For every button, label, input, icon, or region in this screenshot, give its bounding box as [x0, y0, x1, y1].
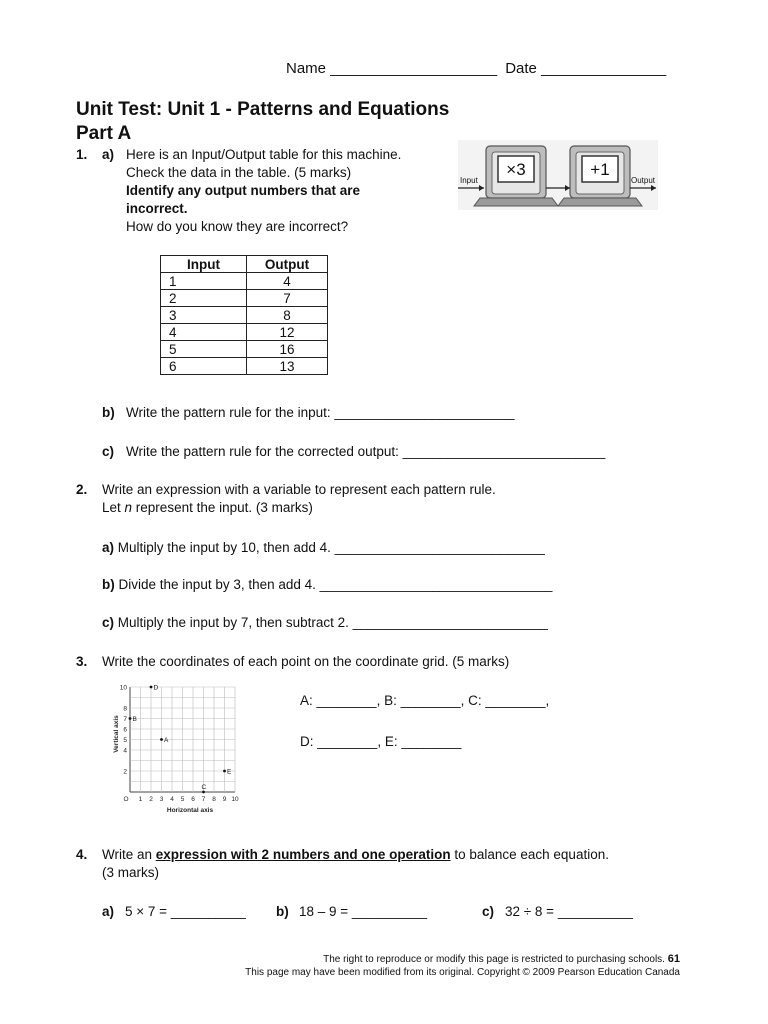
name-blank[interactable]: ____________________ [330, 60, 498, 77]
grid-point-label: B [132, 715, 137, 723]
q2c-row[interactable] [102, 615, 548, 630]
grid-points [129, 684, 232, 793]
x-tick-label: 7 [201, 796, 206, 803]
table-cell-output: 13 [247, 358, 328, 375]
q1a-bold2: incorrect. [126, 201, 188, 216]
table-cell-input: 2 [161, 290, 247, 307]
grid-lines [130, 687, 235, 792]
q1a-line1: Here is an Input/Output table for this machine. [126, 147, 402, 162]
q3-number: 3. [76, 654, 88, 669]
q2a-label: a) [102, 540, 115, 555]
q2c-text[interactable]: Multiply the input by 7, then subtract 2. __________________________ [117, 615, 548, 630]
grid-tick-labels [120, 684, 239, 803]
q4a-label: a) [102, 904, 115, 919]
table-row [161, 341, 328, 358]
grid-point-b [129, 717, 132, 720]
x-tick-label: 4 [170, 796, 174, 803]
machine-output-label: Output [631, 176, 656, 185]
q4-line1 [102, 847, 609, 862]
table-row [161, 324, 328, 341]
q3-answer-line1[interactable]: A: ________, B: ________, C: ________, [300, 693, 550, 708]
y-tick-label: 7 [123, 715, 127, 723]
input-output-table [160, 255, 328, 375]
machine-input-label: Input [460, 176, 478, 185]
table-cell-output: 7 [247, 290, 328, 307]
q2-line1: Write an expression with a variable to represent each pattern rule. [102, 482, 496, 497]
q4b-text[interactable]: 18 – 9 = __________ [299, 904, 427, 919]
q4-number: 4. [76, 847, 88, 862]
page-title: Unit Test: Unit 1 - Patterns and Equations [76, 99, 450, 120]
q2-number: 2. [76, 482, 88, 497]
q1c-text[interactable]: Write the pattern rule for the corrected output: ___________________________ [126, 444, 606, 459]
q1a-line3: How do you know they are incorrect? [126, 219, 349, 234]
name-label: Name [286, 60, 327, 77]
date-blank[interactable]: _______________ [541, 60, 667, 77]
q2a-row[interactable] [102, 540, 545, 555]
q2-line2 [102, 500, 313, 515]
y-tick-label: 6 [123, 726, 127, 734]
table-header-input: Input [161, 256, 247, 273]
q2a-text[interactable]: Multiply the input by 10, then add 4. ____________________________ [117, 540, 545, 555]
q4a-text[interactable]: 5 × 7 = __________ [125, 904, 246, 919]
table-cell-output: 12 [247, 324, 328, 341]
y-tick-label: 2 [123, 768, 127, 776]
table-cell-input: 6 [161, 358, 247, 375]
function-machine-illustration [458, 140, 658, 210]
origin-label: O [123, 796, 129, 803]
grid-point-label: A [164, 736, 169, 744]
table-cell-input: 5 [161, 341, 247, 358]
grid-point-a [160, 738, 163, 741]
date-label: Date [505, 60, 537, 77]
part-title: Part A [76, 123, 132, 144]
q3-answer-line2[interactable]: D: ________, E: ________ [300, 734, 462, 749]
table-row [161, 273, 328, 290]
grid-point-label: D [153, 684, 159, 692]
q4b-label: b) [276, 904, 289, 919]
x-tick-label: 1 [138, 796, 143, 803]
q4c-label: c) [482, 904, 495, 919]
q2b-text[interactable]: Divide the input by 3, then add 4. _______________________________ [118, 577, 553, 592]
x-tick-label: 3 [159, 796, 164, 803]
q1b-label: b) [102, 405, 115, 420]
q2c-label: c) [102, 615, 115, 630]
x-tick-label: 5 [180, 796, 185, 803]
q1a-line2: Check the data in the table. (5 marks) [126, 165, 352, 180]
x-tick-label: 8 [212, 796, 216, 803]
grid-point-label: C [201, 784, 207, 791]
x-tick-label: 6 [191, 796, 195, 803]
table-cell-output: 8 [247, 307, 328, 324]
x-axis-label: Horizontal axis [166, 807, 214, 814]
y-tick-label: 10 [119, 684, 127, 692]
page-number: 61 [667, 953, 680, 965]
q2-line2-post: represent the input. (3 marks) [132, 500, 313, 515]
y-axis-label: Vertical axis [113, 715, 120, 753]
q2-variable: n [124, 500, 133, 515]
table-row [161, 307, 328, 324]
table-row [161, 358, 328, 375]
y-tick-label: 8 [123, 705, 127, 713]
grid-point-d [150, 686, 153, 689]
y-tick-label: 5 [123, 736, 127, 744]
y-tick-label: 4 [123, 747, 127, 755]
x-tick-label: 9 [222, 796, 227, 803]
table-cell-output: 16 [247, 341, 328, 358]
footer-rights: The right to reproduce or modify this page is restricted to purchasing schools. [323, 954, 665, 965]
table-header-row [161, 256, 328, 273]
q1a-bold1: Identify any output numbers that are [126, 183, 361, 198]
footer-line1 [323, 953, 680, 965]
machine2-op: +1 [590, 160, 610, 179]
table-cell-output: 4 [247, 273, 328, 290]
q4-emphasis: expression with 2 numbers and one operation [155, 847, 451, 862]
q1-number: 1. [76, 147, 88, 162]
grid-point-c [202, 791, 205, 794]
table-header-output: Output [247, 256, 328, 273]
q2b-row[interactable] [102, 577, 552, 592]
x-tick-label: 10 [231, 796, 239, 803]
q4-line2: (3 marks) [102, 865, 159, 880]
grid-point-e [223, 770, 226, 773]
q1a-label: a) [102, 147, 115, 162]
q4-post: to balance each equation. [450, 847, 609, 862]
footer-line2: This page may have been modified from its original. Copyright © 2009 Pearson Education Canada [245, 967, 680, 978]
table-cell-input: 4 [161, 324, 247, 341]
name-field[interactable] [286, 60, 666, 77]
grid-point-label: E [227, 768, 232, 776]
machine1-op: ×3 [506, 160, 526, 179]
q4-pre: Write an [102, 847, 156, 862]
q1c-label: c) [102, 444, 115, 459]
table-cell-input: 1 [161, 273, 247, 290]
table-row [161, 290, 328, 307]
table-cell-input: 3 [161, 307, 247, 324]
q4c-text[interactable]: 32 ÷ 8 = __________ [505, 904, 633, 919]
x-tick-label: 2 [149, 796, 153, 803]
q2b-label: b) [102, 577, 115, 592]
coordinate-grid [108, 672, 254, 820]
q1b-text[interactable]: Write the pattern rule for the input: ________________________ [126, 405, 515, 420]
q2-line2-pre: Let [102, 500, 125, 515]
q3-text: Write the coordinates of each point on the coordinate grid. (5 marks) [102, 654, 510, 669]
